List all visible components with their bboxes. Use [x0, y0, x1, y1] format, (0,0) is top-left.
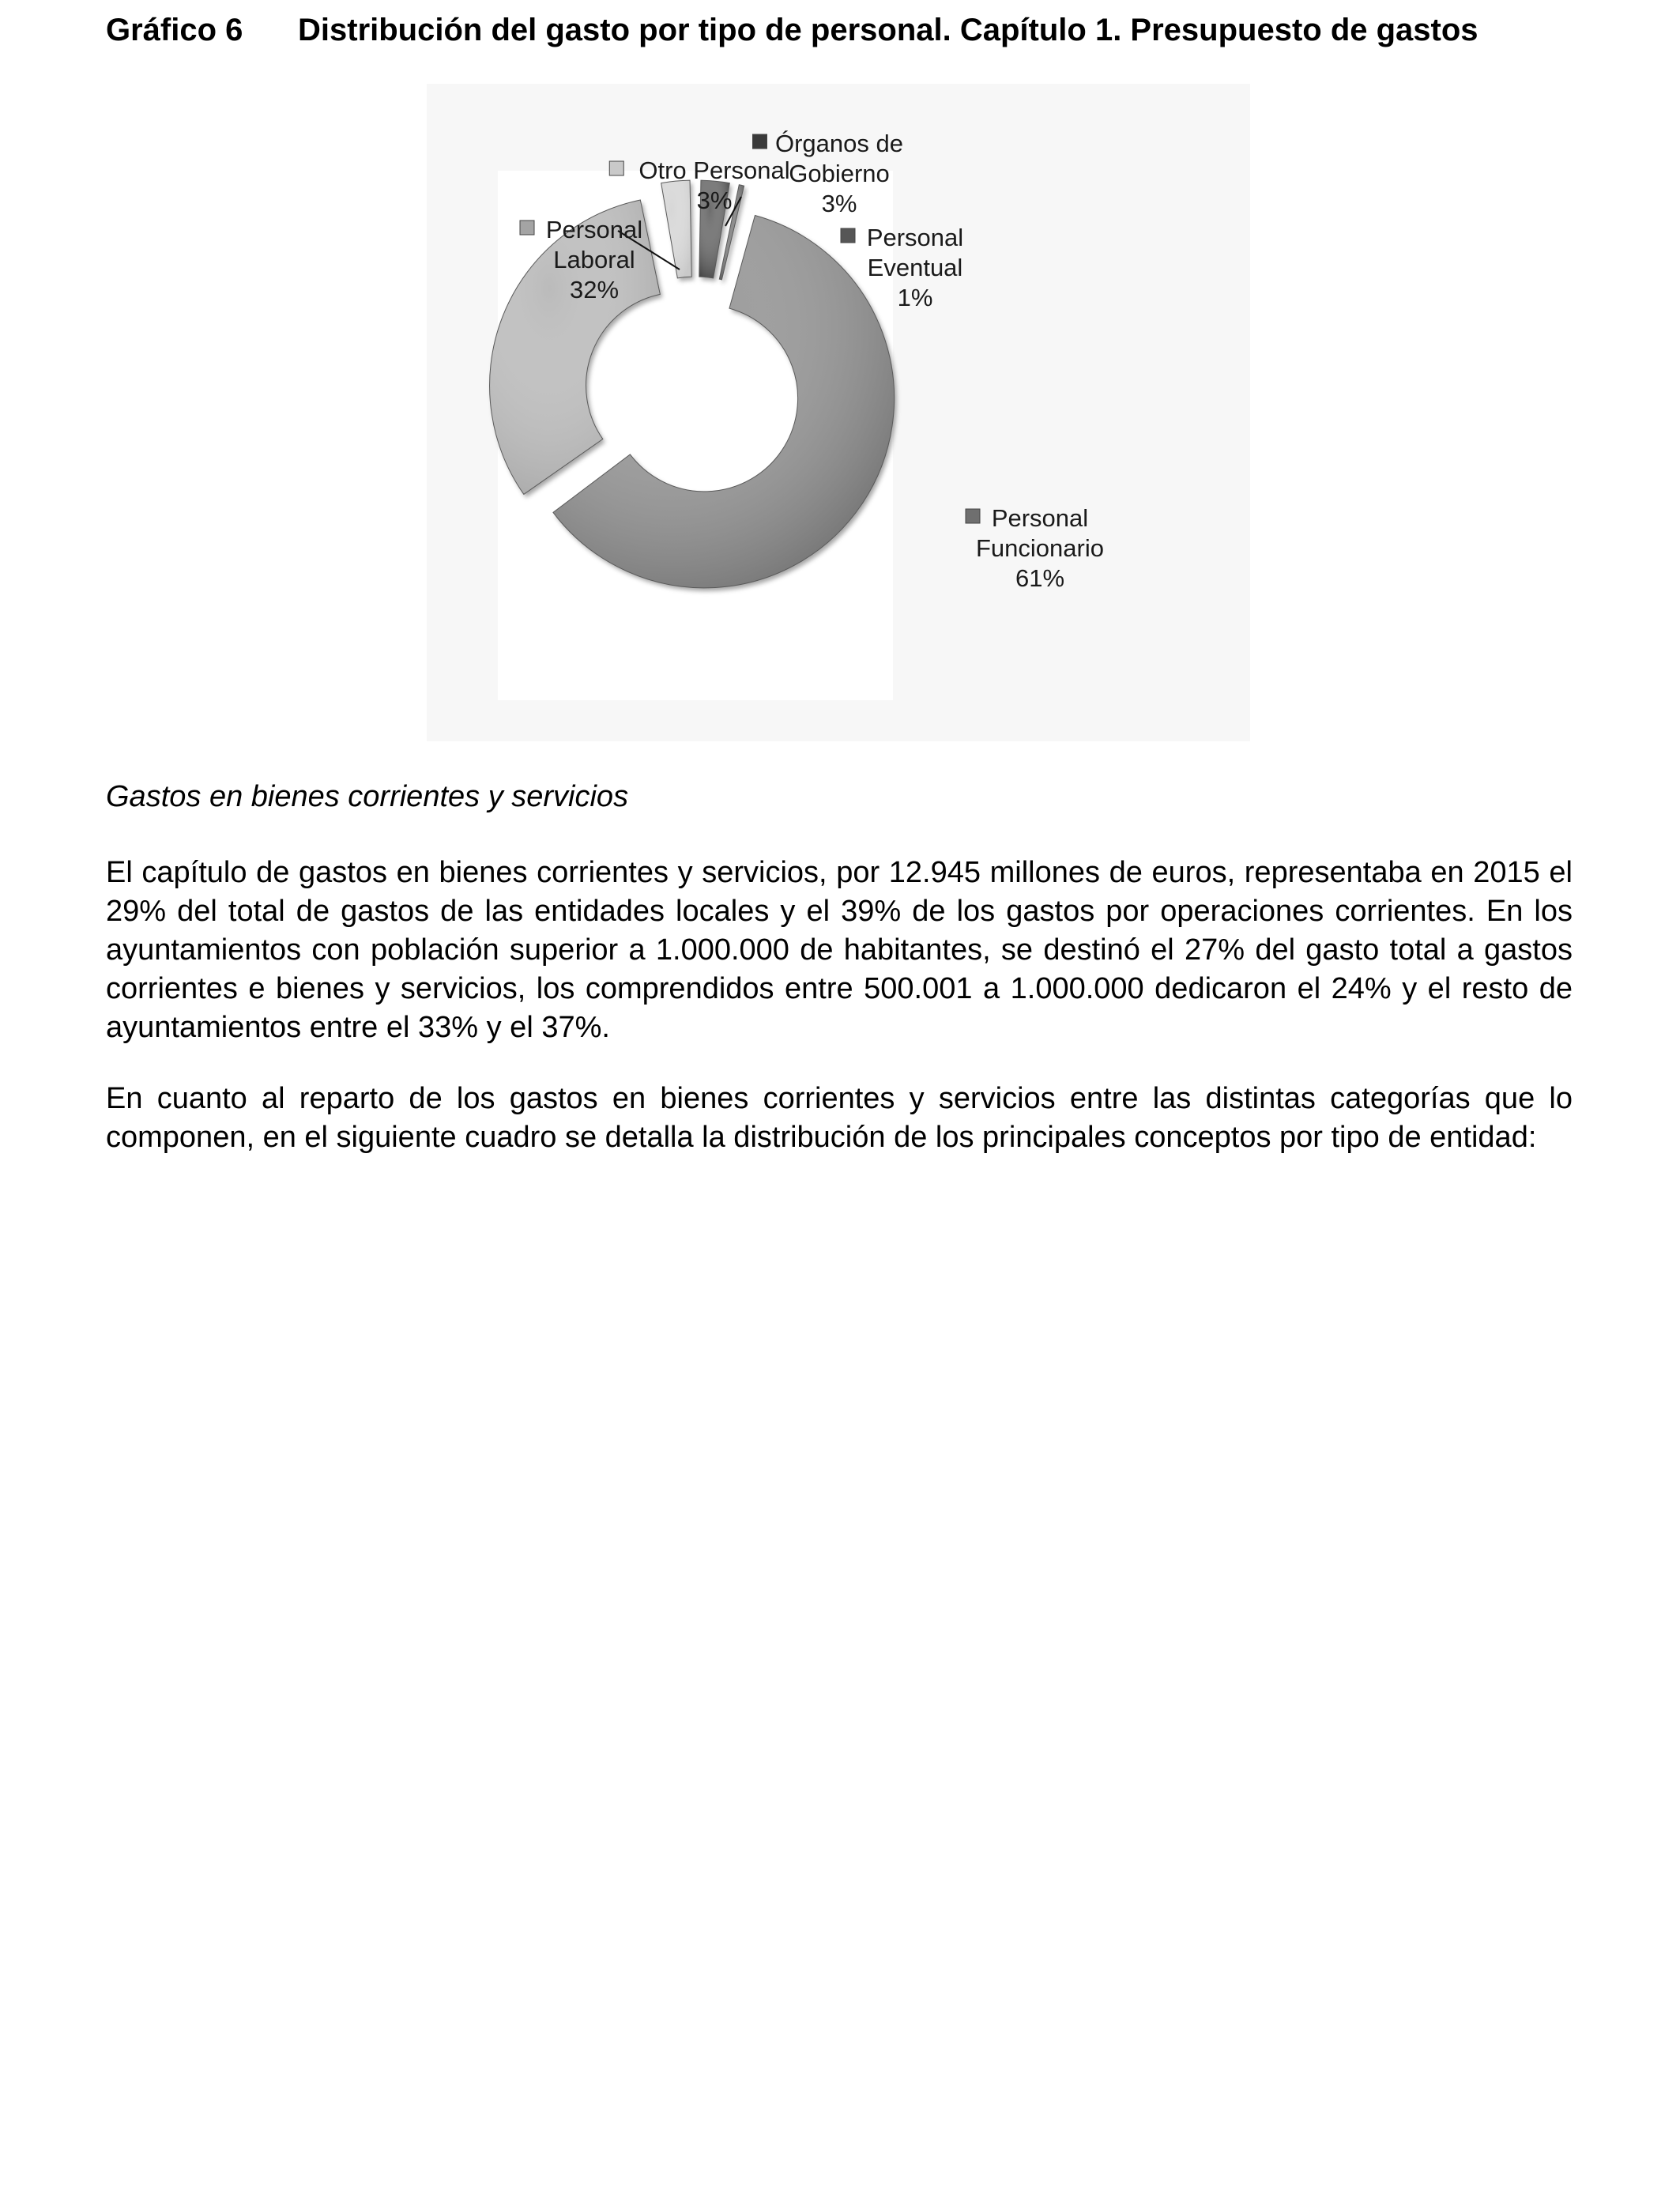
legend-key-personal-laboral [520, 221, 534, 235]
paragraph-2: En cuanto al reparto de los gastos en bienes corrientes y servicios entre las distintas categorías que lo componen, en el siguiente cuadro se detalla la distribución de los principales conceptos por tipo de entidad: [106, 1082, 1573, 1154]
doughnut-chart [427, 84, 1250, 741]
data-label-line: Personal [545, 216, 643, 243]
data-label-line: Personal [866, 224, 964, 251]
data-label-line: Otro Personal [638, 156, 790, 184]
figure-heading [106, 8, 1591, 52]
data-label-line: Órganos de [775, 130, 903, 157]
legend-key-personal-funcionario [966, 509, 980, 523]
data-label-line: 3% [696, 187, 733, 214]
data-label-line: Funcionario [976, 534, 1104, 562]
data-label-line: 32% [569, 276, 620, 303]
figure-title: Distribución del gasto por tipo de personal. Capítulo 1. Presupuesto de gastos [298, 13, 1478, 47]
data-label-line: Eventual [867, 254, 963, 281]
legend-key-otro-personal [609, 161, 623, 175]
paragraph-1: El capítulo de gastos en bienes corrientes y servicios, por 12.945 millones de euros, representaba en 2015 el 29% del total de gastos de las entidades locales y el 39% de los gastos por operaciones corrientes. En los ayuntamientos con población superior a 1.000.000 de habitantes, se destinó el 27% del gasto total a gastos corrientes e bienes y servicios, los comprendidos entre 500.001 a 1.000.000 dedicaron el 24% y el resto de ayuntamientos entre el 33% y el 37%. [106, 856, 1573, 1044]
section-subtitle: Gastos en bienes corrientes y servicios [106, 780, 629, 813]
data-label-line: 61% [1015, 564, 1065, 592]
legend-key-organos-de-gobierno [753, 134, 767, 149]
legend-key-personal-eventual [841, 228, 855, 243]
data-label-line: 3% [821, 190, 857, 217]
data-label-line: Gobierno [789, 160, 890, 187]
chart-canvas [427, 84, 1250, 741]
figure-number: Gráfico 6 [106, 13, 243, 47]
data-label-line: 1% [897, 284, 933, 311]
data-label-line: Personal [991, 504, 1089, 532]
data-label-personal-funcionario [966, 504, 1104, 592]
data-label-line: Laboral [553, 246, 635, 273]
